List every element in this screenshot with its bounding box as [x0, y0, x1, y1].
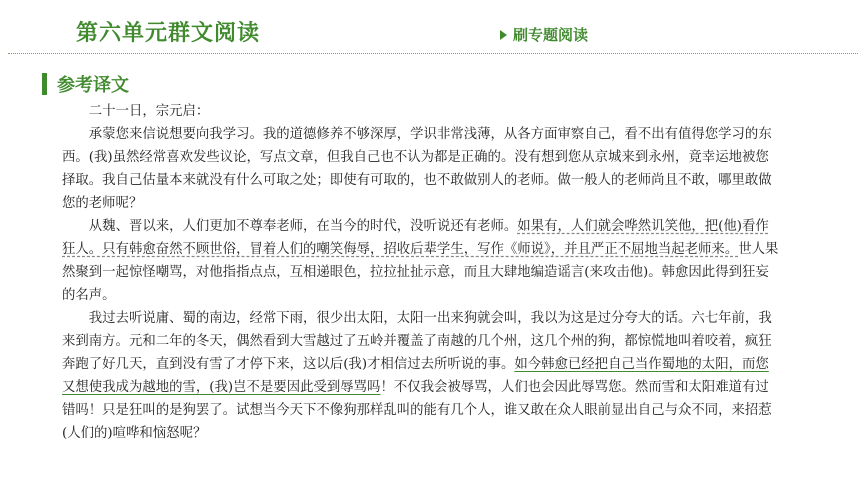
paragraph-2: [62, 215, 782, 307]
section-bar-icon: [42, 73, 47, 95]
unit-title: 第六单元群文阅读: [76, 21, 261, 46]
section-title: 参考译文: [57, 75, 129, 96]
translation-text: [62, 100, 782, 445]
paragraph-3-underlined: 如今韩愈已经把自己当作蜀地的太阳，而您又想使我成为越地的雪，(我)岂不是要因此受到辱骂吗: [62, 357, 769, 395]
page-header: [0, 0, 860, 52]
paragraph-3: [62, 307, 782, 445]
paragraph-2-part-c: 世人果然聚到一起惊怪嘲骂，对他指指点点，互相递眼色，拉拉扯扯示意，而且大肆地编造谣言(来攻击他)。韩愈因此得到狂妄的名声。: [62, 242, 779, 303]
header-divider: [8, 53, 858, 54]
paragraph-2-part-a: 从魏、晋以来，人们更加不尊奉老师，在当今的时代，没听说还有老师。: [88, 219, 518, 234]
section-heading: [42, 72, 129, 96]
salutation: 二十一日，宗元启：: [88, 104, 210, 119]
paragraph-3-part-a: 我过去听说庸、蜀的南边，经常下雨，很少出太阳，太阳一出来狗就会叫，我以为这是过分夸大的话。六七年前，我来到南方。元和二年的冬天，偶然看到大雪越过了五岭并覆盖了南越的几个州，这几个州的狗，都惊慌地叫着咬着，疯狂奔跑了好几天，直到没有雪了才停下来，这以后(我)才相信过去所听说的事。: [62, 311, 772, 372]
paragraph-1: 承蒙您来信说想要向我学习。我的道德修养不够深厚，学识非常浅薄，从各方面审察自己，看不出有值得您学习的东西。(我)虽然经常喜欢发些议论，写点文章，但我自己也不认为都是正确的。没有想到您从京城来到永州，竟幸运地被您择取。我自己估量本来就没有什么可取之处；即使有可取的，也不敢做别人的老师。做一般人的老师尚且不敢，哪里敢做您的老师呢？: [62, 127, 772, 211]
paragraph-2-underlined: 如果有，人们就会哗然讥笑他，把(他)看作狂人。只有韩愈奋然不顾世俗，冒着人们的嘲笑侮辱，招收后辈学生，写作《师说》，并且严正不屈地当起老师来。: [62, 219, 769, 257]
topic-reading-label: 刷专题阅读: [513, 26, 589, 44]
topic-reading-link[interactable]: [500, 24, 588, 45]
paragraph-3-part-c: ！不仅我会被辱骂，人们也会因此辱骂您。然而雪和太阳难道有过错吗！只是狂叫的是狗罢了。试想当今天下不像狗那样乱叫的能有几个人，谁又敢在众人眼前显出自己与众不同，来招惹(人们的)喧哗和恼怒呢？: [62, 380, 772, 441]
triangle-right-icon: [500, 30, 507, 40]
